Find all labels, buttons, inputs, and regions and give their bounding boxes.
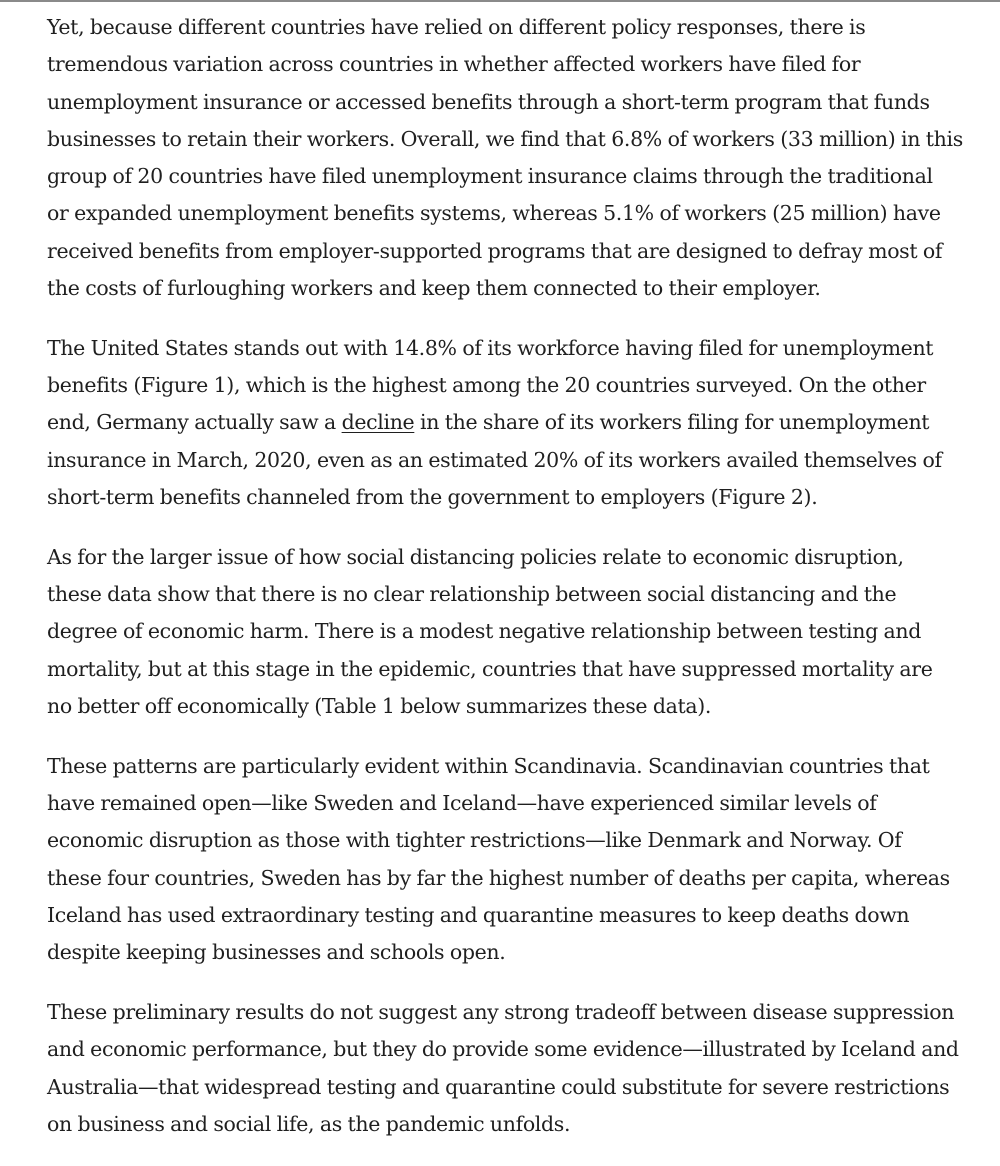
text-line: the costs of furloughing workers and keep them connected to their employer. xyxy=(47,276,821,301)
paragraph-policy-responses xyxy=(47,9,963,307)
text-line: have remained open—like Sweden and Iceland—have experienced similar levels of xyxy=(47,791,877,816)
text-line: economic disruption as those with tighter restrictions—like Denmark and Norway. Of xyxy=(47,828,902,853)
text-line: these data show that there is no clear relationship between social distancing and the xyxy=(47,582,897,607)
article-body xyxy=(47,9,963,1166)
text-line: received benefits from employer-supported programs that are designed to defray most of xyxy=(47,238,943,263)
text-line: Australia—that widespread testing and quarantine could substitute for severe restrictions xyxy=(47,1074,950,1099)
text-line: or expanded unemployment benefits systems, whereas 5.1% of workers (25 million) have xyxy=(47,201,941,226)
text-line: on business and social life, as the pandemic unfolds. xyxy=(47,1112,571,1137)
text-line: Yet, because different countries have relied on different policy responses, there is xyxy=(47,15,866,39)
paragraph-social-distancing xyxy=(47,539,952,725)
text-line: The United States stands out with 14.8% of its workforce having filed for unemployment xyxy=(47,335,934,360)
text-line-with-link xyxy=(47,404,952,441)
paragraph-conclusion xyxy=(47,994,959,1143)
text-line: insurance in March, 2020, even as an estimated 20% of its workers availed themselves of xyxy=(47,447,942,472)
text-line: group of 20 countries have filed unemployment insurance claims through the traditional xyxy=(47,164,933,189)
link-prefix-text: end, Germany actually saw a xyxy=(47,410,342,435)
text-line: unemployment insurance or accessed benefits through a short-term program that funds xyxy=(47,89,930,114)
text-line: These patterns are particularly evident within Scandinavia. Scandinavian countries that xyxy=(47,753,930,778)
text-line: and economic performance, but they do provide some evidence—illustrated by Iceland and xyxy=(47,1037,959,1062)
paragraph-scandinavia xyxy=(47,748,952,972)
link-suffix-text: in the share of its workers filing for unemployment xyxy=(414,410,930,435)
text-line: no better off economically (Table 1 below summarizes these data). xyxy=(47,694,712,719)
text-line: despite keeping businesses and schools open. xyxy=(47,940,506,965)
text-line: As for the larger issue of how social distancing policies relate to economic disruption, xyxy=(47,544,904,569)
paragraph-united-states xyxy=(47,330,952,516)
text-line: tremendous variation across countries in whether affected workers have filed for xyxy=(47,52,861,77)
top-divider xyxy=(0,0,1000,2)
text-line: businesses to retain their workers. Overall, we find that 6.8% of workers (33 million) in this xyxy=(47,126,963,151)
text-line: these four countries, Sweden has by far the highest number of deaths per capita, whereas xyxy=(47,865,950,890)
text-line: mortality, but at this stage in the epidemic, countries that have suppressed mortality are xyxy=(47,656,933,681)
text-line: benefits (Figure 1), which is the highest among the 20 countries surveyed. On the other xyxy=(47,373,926,398)
text-line: degree of economic harm. There is a modest negative relationship between testing and xyxy=(47,619,922,644)
decline-link[interactable]: decline xyxy=(341,410,415,435)
text-line: These preliminary results do not suggest any strong tradeoff between disease suppression xyxy=(47,1000,955,1025)
text-line: Iceland has used extraordinary testing and quarantine measures to keep deaths down xyxy=(47,903,910,928)
text-line: short-term benefits channeled from the government to employers (Figure 2). xyxy=(47,485,818,510)
